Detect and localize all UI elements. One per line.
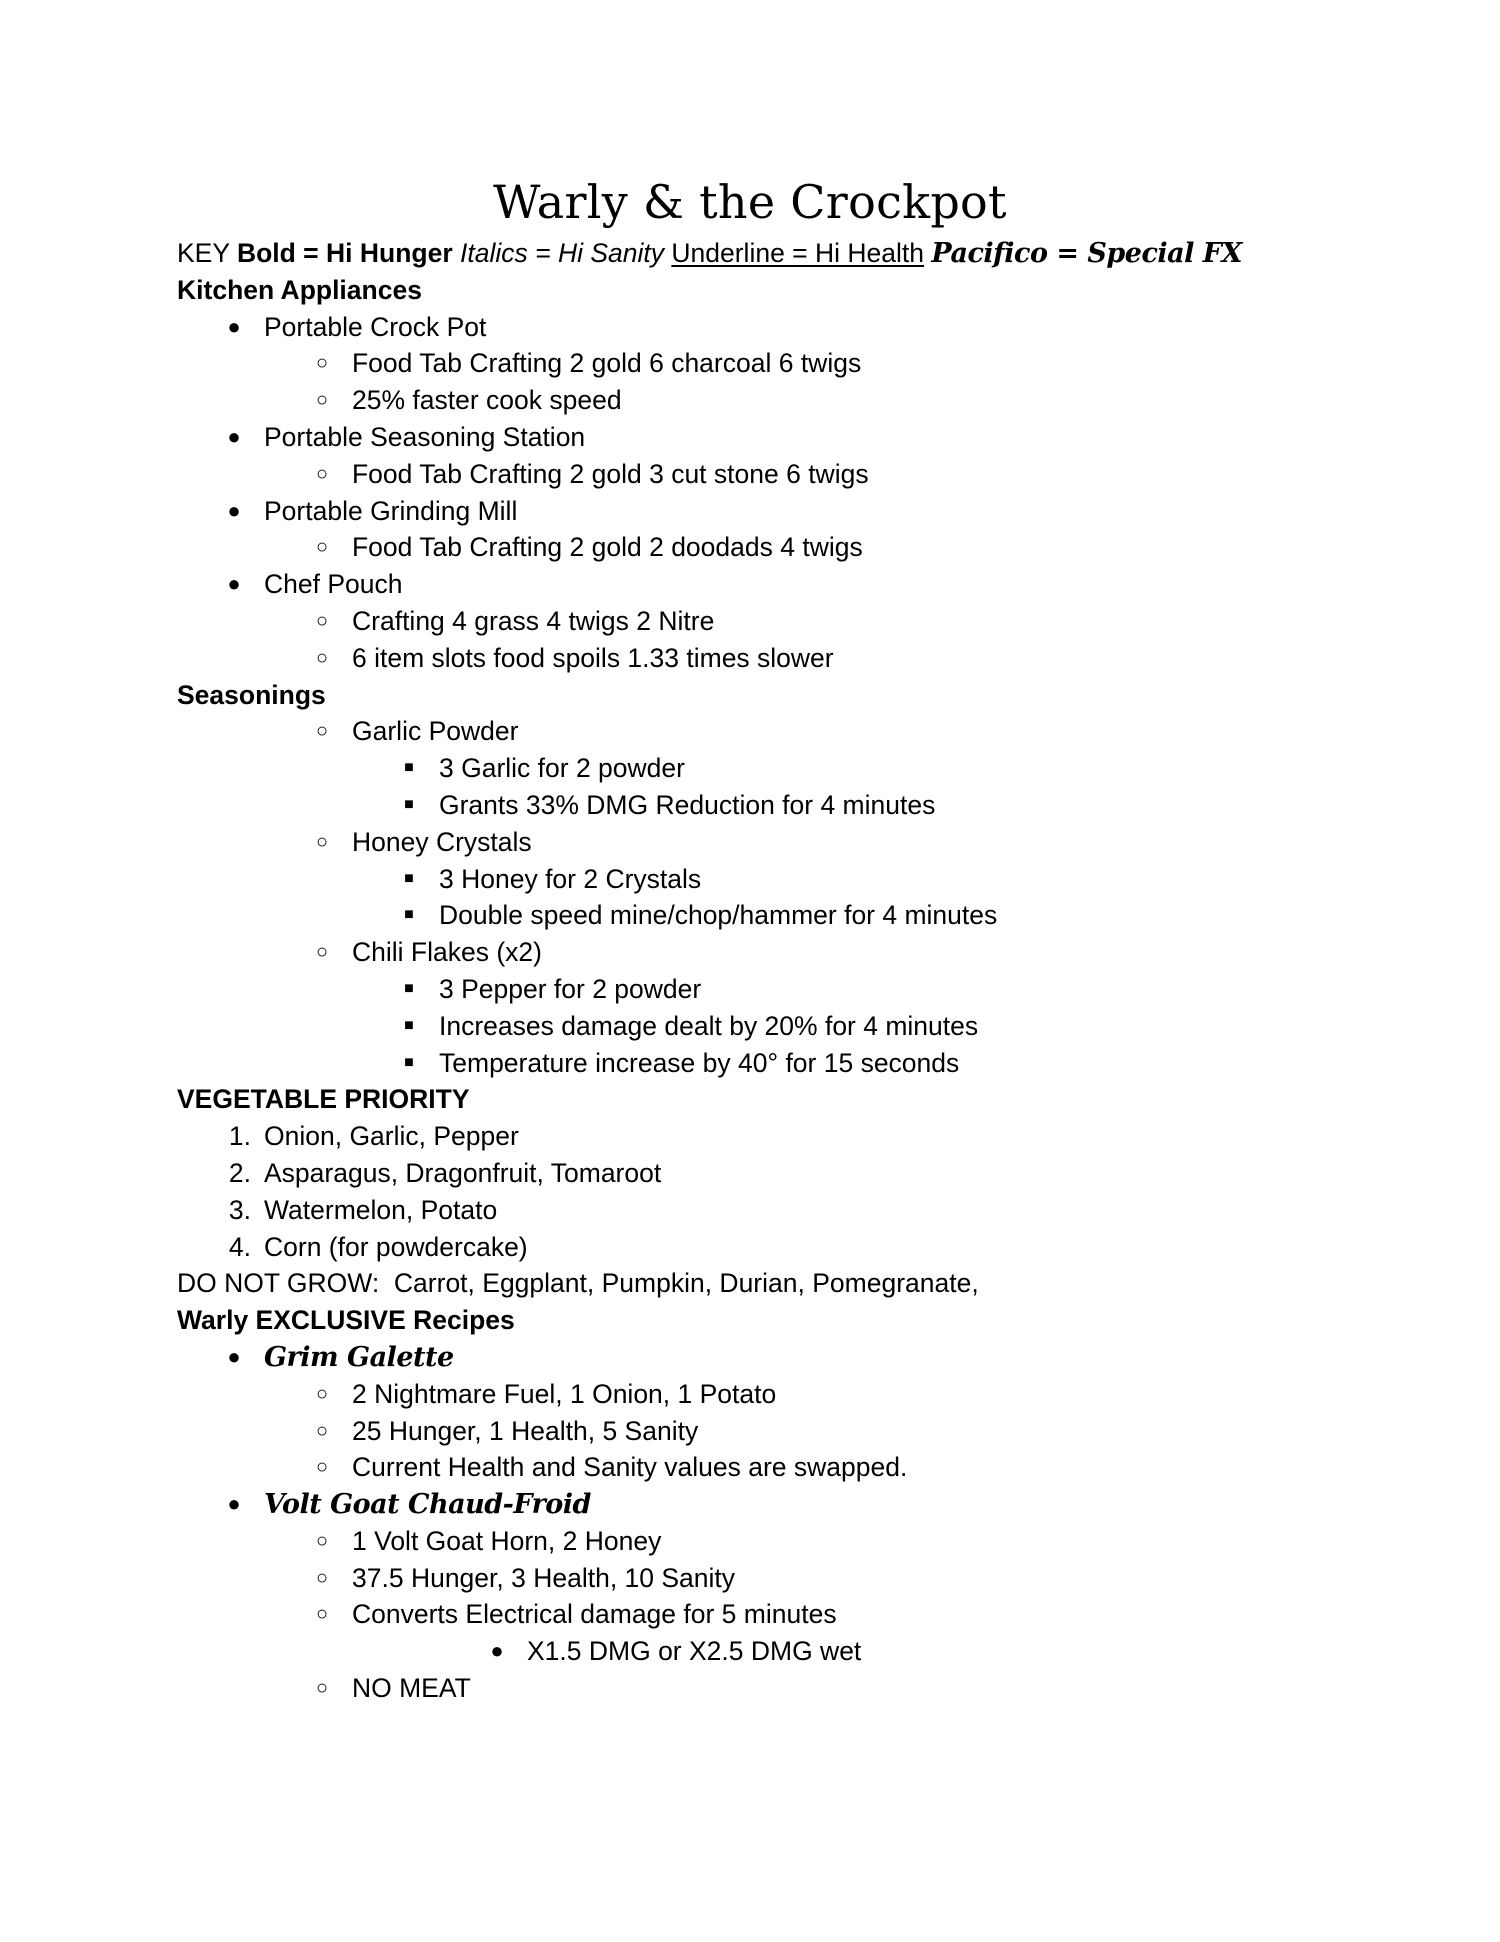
bullet-circle-icon: ○	[315, 1382, 329, 1405]
bullet-disc-icon: ●	[227, 571, 241, 597]
list-item: ■ Temperature increase by 40° for 15 seconds	[177, 1045, 1427, 1082]
list-item: ○ 25 Hunger, 1 Health, 5 Sanity	[177, 1413, 1427, 1450]
exclusive-heading: Warly EXCLUSIVE Recipes	[177, 1305, 515, 1336]
bullet-square-icon: ■	[404, 795, 414, 813]
list-item: ○ Chili Flakes (x2)	[177, 934, 1427, 971]
list-item: ● Portable Crock Pot	[177, 309, 1427, 346]
kitchen-heading: Kitchen Appliances	[177, 274, 422, 305]
list-item: ● Portable Seasoning Station	[177, 419, 1427, 456]
bullet-circle-icon: ○	[315, 389, 329, 412]
list-item: ● X1.5 DMG or X2.5 DMG wet	[177, 1633, 1427, 1670]
do-not-grow: DO NOT GROW: Carrot, Eggplant, Pumpkin, Durian, Pomegranate,	[177, 1268, 979, 1299]
list-item: ○ Converts Electrical damage for 5 minutes	[177, 1596, 1427, 1633]
bullet-square-icon: ■	[404, 759, 414, 777]
bullet-circle-icon: ○	[315, 1603, 329, 1626]
list-item: ○ Food Tab Crafting 2 gold 2 doodads 4 twigs	[177, 529, 1427, 566]
bullet-disc-icon: ●	[490, 1638, 504, 1664]
key-italic: Italics = Hi Sanity	[460, 238, 664, 268]
list-item: ■ Double speed mine/chop/hammer for 4 minutes	[177, 897, 1427, 934]
list-item: ■ 3 Garlic for 2 powder	[177, 750, 1427, 787]
bullet-circle-icon: ○	[315, 1456, 329, 1479]
bullet-square-icon: ■	[404, 869, 414, 887]
key-legend	[177, 235, 1427, 272]
list-item: 2. Asparagus, Dragonfruit, Tomaroot	[228, 1157, 662, 1188]
list-item: 4. Corn (for powdercake)	[228, 1231, 528, 1262]
list-item: ■ Grants 33% DMG Reduction for 4 minutes	[177, 787, 1427, 824]
bullet-square-icon: ■	[404, 906, 414, 924]
list-item: ● Portable Grinding Mill	[177, 493, 1427, 530]
veg-heading: VEGETABLE PRIORITY	[177, 1084, 470, 1115]
bullet-circle-icon: ○	[315, 462, 329, 485]
bullet-square-icon: ■	[404, 1053, 414, 1071]
bullet-circle-icon: ○	[315, 830, 329, 853]
bullet-circle-icon: ○	[315, 720, 329, 743]
bullet-disc-icon: ●	[227, 1343, 241, 1369]
list-item: 1. Onion, Garlic, Pepper	[228, 1121, 519, 1152]
list-item: ○ 37.5 Hunger, 3 Health, 10 Sanity	[177, 1560, 1427, 1597]
key-prefix: KEY	[177, 238, 230, 268]
list-item: ○ NO MEAT	[177, 1670, 1427, 1707]
bullet-circle-icon: ○	[315, 1566, 329, 1589]
recipe-name: Volt Goat Chaud-Froid	[264, 1489, 591, 1521]
list-item: ○ Current Health and Sanity values are swapped.	[177, 1449, 1427, 1486]
bullet-circle-icon: ○	[315, 352, 329, 375]
list-item: 3. Watermelon, Potato	[228, 1194, 498, 1225]
bullet-square-icon: ■	[404, 1016, 414, 1034]
list-item: ○ Garlic Powder	[177, 713, 1427, 750]
key-bold: Bold = Hi Hunger	[236, 238, 453, 268]
list-item: ○ 1 Volt Goat Horn, 2 Honey	[177, 1523, 1427, 1560]
list-item	[177, 1486, 1427, 1523]
key-underline: Underline = Hi Health	[671, 238, 924, 268]
bullet-circle-icon: ○	[315, 1529, 329, 1552]
document-body	[177, 235, 1427, 1707]
list-item: ○ Food Tab Crafting 2 gold 6 charcoal 6 twigs	[177, 345, 1427, 382]
key-special: Pacifico = Special FX	[931, 238, 1242, 269]
list-item: ○ 2 Nightmare Fuel, 1 Onion, 1 Potato	[177, 1376, 1427, 1413]
list-item: ■ Increases damage dealt by 20% for 4 minutes	[177, 1008, 1427, 1045]
list-item: ○ Crafting 4 grass 4 twigs 2 Nitre	[177, 603, 1427, 640]
list-item: ■ 3 Pepper for 2 powder	[177, 971, 1427, 1008]
list-item: ○ Honey Crystals	[177, 824, 1427, 861]
bullet-disc-icon: ●	[227, 423, 241, 449]
bullet-circle-icon: ○	[315, 536, 329, 559]
list-item: ● Chef Pouch	[177, 566, 1427, 603]
bullet-square-icon: ■	[404, 979, 414, 997]
document-title: Warly & the Crockpot	[493, 175, 1007, 229]
list-item: ■ 3 Honey for 2 Crystals	[177, 861, 1427, 898]
list-item: ○ 25% faster cook speed	[177, 382, 1427, 419]
recipe-name: Grim Galette	[264, 1341, 454, 1373]
list-item	[177, 1339, 1427, 1376]
bullet-circle-icon: ○	[315, 646, 329, 669]
list-item: ○ Food Tab Crafting 2 gold 3 cut stone 6 twigs	[177, 456, 1427, 493]
bullet-circle-icon: ○	[315, 1677, 329, 1700]
bullet-disc-icon: ●	[227, 497, 241, 523]
bullet-circle-icon: ○	[315, 1419, 329, 1442]
seasonings-heading: Seasonings	[177, 679, 326, 710]
bullet-disc-icon: ●	[227, 1491, 241, 1517]
bullet-disc-icon: ●	[227, 313, 241, 339]
bullet-circle-icon: ○	[315, 941, 329, 964]
bullet-circle-icon: ○	[315, 609, 329, 632]
list-item: ○ 6 item slots food spoils 1.33 times slower	[177, 640, 1427, 677]
